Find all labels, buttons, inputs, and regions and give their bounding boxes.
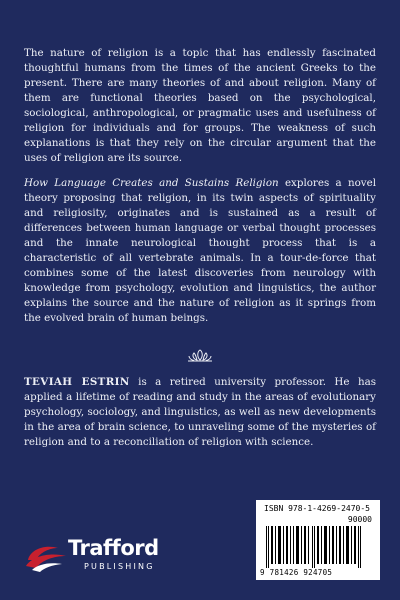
author-bio-text [24, 375, 376, 450]
author-name: TEVIAH ESTRIN [24, 376, 130, 388]
summary-text [24, 176, 376, 326]
author-bio [24, 375, 376, 450]
barcode-digits: 9 781426 924705 [260, 568, 333, 577]
ornament-icon [186, 348, 214, 362]
publisher-name: Trafford [68, 536, 159, 560]
publisher-subtitle: PUBLISHING [84, 562, 155, 571]
author-bio-body: is a retired university professor. He has applied a lifetime of reading and study in the areas of evolutionary psychology, sociology, and linguistics, as well as new developments in the area of brain science, to unraveling some of the mysteries of religion and to a reconciliation of religion with science. [24, 376, 376, 448]
summary-body: explores a novel theory proposing that religion, in its twin aspects of spirituality and religiosity, originates and is sustained as a result of differences between human language or verbal thought processes and the innate neurological thought process that is a characteristic of all vertebrate animals. In a tour-de-force that combines some of the latest discoveries from neurology with knowledge from psychology, evolution and linguistics, the author explains the source and the nature of religion as it springs from the evolved brain of human beings. [24, 177, 377, 324]
summary-paragraph [24, 176, 376, 326]
book-title-italic: How Language Creates and Sustains Religion [24, 177, 279, 189]
isbn-label: ISBN 978-1-4269-2470-5 [264, 504, 370, 513]
trafford-logo-icon [22, 536, 70, 576]
publisher-logo [22, 530, 172, 580]
description-paragraph [24, 46, 376, 166]
description-text: The nature of religion is a topic that has endlessly fascinated thoughtful humans from the times of the ancient Greeks to the present. There are many theories of and about religion. Many of them are functional theories based on the psychological, sociological, anthropological, or pragmatic uses and usefulness of religion for individuals and for groups. The weakness of such explanations is that they rely on the circular argument that the uses of religion are its source. [24, 47, 376, 164]
barcode-bars [262, 526, 374, 568]
barcode [256, 500, 380, 580]
price-code: 90000 [347, 515, 372, 524]
